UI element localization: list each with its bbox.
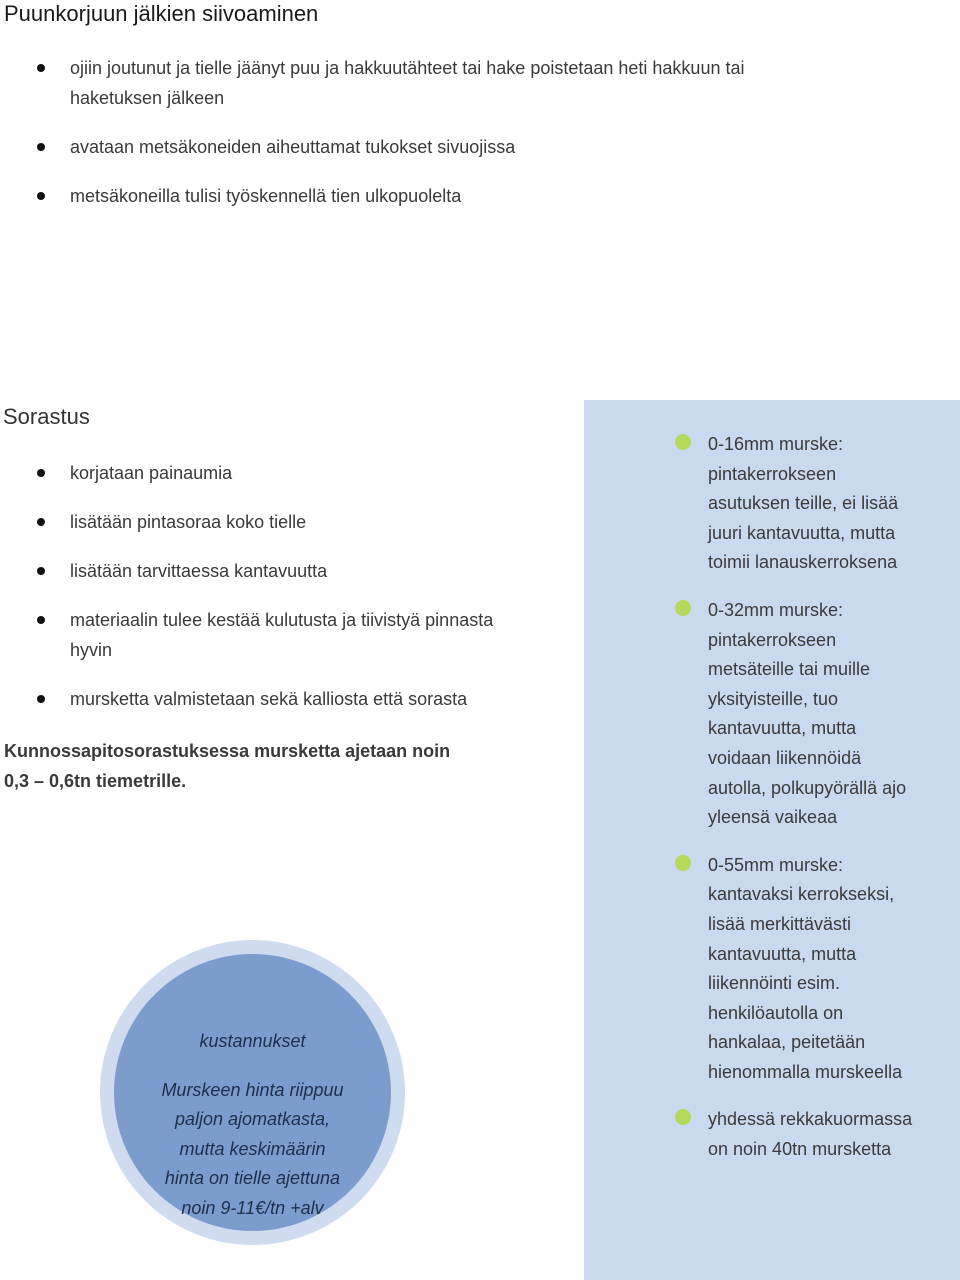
crushed-stone-panel — [584, 400, 960, 1280]
list-item-line: lisätään tarvittaessa kantavuutta — [70, 561, 328, 581]
bullet-dot-icon — [37, 143, 45, 151]
list-item-line: hankalaa, peitetään — [708, 1032, 866, 1053]
list-item-line: kantavaksi kerrokseksi, — [708, 884, 895, 905]
list-item — [584, 1105, 960, 1164]
list-item — [0, 605, 560, 665]
bullet-dot-icon — [37, 192, 45, 200]
page-title: Puunkorjuun jälkien siivoaminen — [4, 1, 319, 26]
list-item-line: henkilöautolla on — [708, 1002, 844, 1023]
cleanup-list — [0, 53, 745, 230]
list-item-line: voidaan liikennöidä — [708, 747, 862, 768]
list-item-line: lisätään pintasoraa koko tielle — [70, 512, 307, 532]
list-item — [0, 507, 560, 537]
list-item-line: juuri kantavuutta, mutta — [708, 522, 896, 543]
note-line: Kunnossapitosorastuksessa mursketta ajetaan noin — [4, 741, 451, 761]
list-item-line: 0-16mm murske: — [708, 434, 844, 454]
costs-line: hinta on tielle ajettuna — [164, 1168, 341, 1188]
bullet-dot-icon — [37, 64, 45, 72]
list-item-line: yleensä vaikeaa — [708, 807, 838, 828]
list-item-line: 0-55mm murske: — [708, 854, 844, 875]
list-item — [0, 458, 560, 488]
costs-title: kustannukset — [199, 1031, 306, 1051]
bullet-dot-icon — [37, 518, 45, 526]
list-item-line: on noin 40tn mursketta — [708, 1139, 892, 1160]
green-bullet-icon — [675, 855, 691, 871]
list-item-line: pintakerrokseen — [708, 463, 837, 484]
maintenance-note — [4, 736, 474, 796]
list-item — [0, 132, 560, 162]
list-item-line: liikennöinti esim. — [708, 973, 841, 994]
list-item — [0, 181, 560, 211]
green-bullet-icon — [675, 1109, 691, 1125]
bullet-dot-icon — [37, 616, 45, 624]
list-item-line: metsäkoneilla tulisi työskennellä tien ulkopuolelta — [70, 186, 462, 206]
list-item-line: 0-32mm murske: — [708, 599, 844, 620]
green-bullet-icon — [675, 434, 691, 450]
list-item-line: ojiin joutunut ja tielle jäänyt puu ja hakkuutähteet tai hake poistetaan heti hakkuun tai — [70, 58, 745, 78]
list-item-line: mursketta valmistetaan sekä kalliosta että sorasta — [70, 689, 468, 709]
list-item-line: lisää merkittävästi — [708, 913, 852, 934]
green-bullet-icon — [675, 600, 691, 616]
list-item — [584, 596, 960, 833]
bullet-dot-icon — [37, 469, 45, 477]
list-item — [0, 556, 560, 586]
costs-circle-outer — [100, 940, 405, 1245]
costs-line: Murskeen hinta riippuu — [161, 1079, 344, 1100]
list-item-line: hienommalla murskeella — [708, 1061, 903, 1082]
costs-circle — [114, 954, 391, 1231]
list-item-line: yksityisteille, tuo — [708, 688, 839, 709]
list-item-line: kantavuutta, mutta — [708, 718, 857, 739]
list-item — [584, 851, 960, 1088]
list-item-line: autolla, polkupyörällä ajo — [708, 777, 907, 798]
costs-line: paljon ajomatkasta, — [174, 1109, 331, 1129]
crushed-stone-list — [584, 430, 960, 1183]
costs-line: mutta keskimäärin — [179, 1138, 326, 1159]
list-item-line: kantavuutta, mutta — [708, 943, 857, 964]
list-item-line: asutuksen teille, ei lisää — [708, 493, 899, 514]
sorastus-list — [0, 458, 560, 733]
costs-line: noin 9-11€/tn +alv — [181, 1197, 324, 1218]
list-item-line: toimii lanauskerroksena — [708, 552, 898, 573]
list-item — [584, 430, 960, 578]
bullet-dot-icon — [37, 695, 45, 703]
list-item-line: pintakerrokseen — [708, 629, 837, 650]
list-item-line: hyvin — [70, 640, 113, 660]
bullet-dot-icon — [37, 567, 45, 575]
list-item-line: yhdessä rekkakuormassa — [708, 1109, 913, 1130]
list-item-line: metsäteille tai muille — [708, 659, 871, 680]
list-item-line: materiaalin tulee kestää kulutusta ja tiivistyä pinnasta — [70, 610, 494, 630]
costs-body — [114, 1076, 391, 1224]
list-item-line: avataan metsäkoneiden aiheuttamat tukokset sivuojissa — [70, 137, 516, 157]
list-item — [0, 53, 745, 113]
list-item — [0, 684, 560, 714]
sorastus-heading: Sorastus — [3, 404, 90, 429]
list-item-line: haketuksen jälkeen — [70, 88, 225, 108]
note-line: 0,3 – 0,6tn tiemetrille. — [4, 771, 187, 791]
list-item-line: korjataan painaumia — [70, 463, 233, 483]
